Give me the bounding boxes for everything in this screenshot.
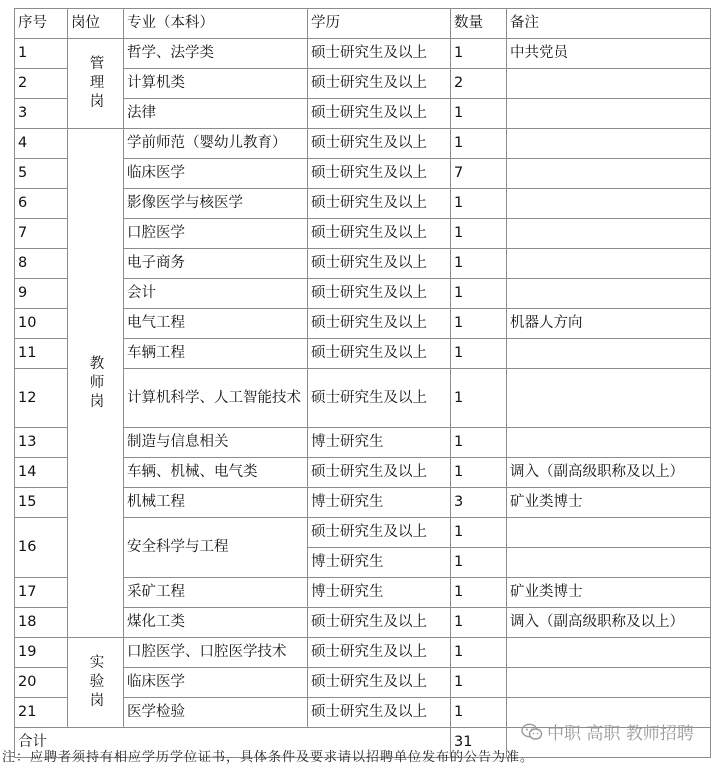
row-count: 1 <box>451 428 507 458</box>
row-count: 1 <box>451 39 507 69</box>
row-major: 计算机类 <box>124 69 308 99</box>
row-count: 1 <box>451 99 507 129</box>
row-no: 6 <box>15 189 68 219</box>
post-char: 验 <box>89 674 105 690</box>
total-count: 31 <box>451 728 507 758</box>
row-education: 硕士研究生及以上 <box>308 698 451 728</box>
row-note <box>507 369 711 428</box>
row-note <box>507 219 711 249</box>
header-major: 专业（本科） <box>124 9 308 39</box>
row-major: 哲学、法学类 <box>124 39 308 69</box>
row-education: 硕士研究生及以上 <box>308 69 451 99</box>
post-char: 管 <box>89 56 105 72</box>
row-note <box>507 159 711 189</box>
row-no: 2 <box>15 69 68 99</box>
post-char: 教 <box>89 355 105 372</box>
row-count: 1 <box>451 279 507 309</box>
header-count: 数量 <box>451 9 507 39</box>
row-major: 学前师范（婴幼儿教育） <box>124 129 308 159</box>
row-major: 安全科学与工程 <box>124 518 308 578</box>
row-count: 1 <box>451 548 507 578</box>
row-count: 1 <box>451 518 507 548</box>
row-education: 硕士研究生及以上 <box>308 189 451 219</box>
row-note <box>507 69 711 99</box>
row-no: 14 <box>15 458 68 488</box>
row-count: 1 <box>451 129 507 159</box>
header-post: 岗位 <box>68 9 124 39</box>
row-no: 8 <box>15 249 68 279</box>
watermark <box>521 719 694 744</box>
row-no: 16 <box>15 518 68 578</box>
row-no: 17 <box>15 578 68 608</box>
row-count: 1 <box>451 638 507 668</box>
row-count: 1 <box>451 219 507 249</box>
row-count: 1 <box>451 578 507 608</box>
row-no: 9 <box>15 279 68 309</box>
row-education: 硕士研究生及以上 <box>308 458 451 488</box>
row-no: 1 <box>15 39 68 69</box>
row-education: 硕士研究生及以上 <box>308 99 451 129</box>
row-note: 矿业类博士 <box>507 488 711 518</box>
watermark-text: 中职 高职 教师招聘 <box>547 724 694 744</box>
post-char: 实 <box>89 655 105 671</box>
row-major: 法律 <box>124 99 308 129</box>
row-no: 10 <box>15 309 68 339</box>
row-note: 矿业类博士 <box>507 578 711 608</box>
post-char: 岗 <box>89 393 105 410</box>
row-note <box>507 668 711 698</box>
row-count: 1 <box>451 608 507 638</box>
row-count: 1 <box>451 668 507 698</box>
row-education: 博士研究生 <box>308 578 451 608</box>
row-major: 车辆、机械、电气类 <box>124 458 308 488</box>
row-major: 计算机科学、人工智能技术 <box>124 369 308 428</box>
row-note <box>507 548 711 578</box>
row-no: 20 <box>15 668 68 698</box>
row-major: 会计 <box>124 279 308 309</box>
table-row <box>15 129 711 159</box>
row-note <box>507 518 711 548</box>
row-major: 电气工程 <box>124 309 308 339</box>
row-education: 硕士研究生及以上 <box>308 309 451 339</box>
row-note <box>507 339 711 369</box>
row-education: 硕士研究生及以上 <box>308 339 451 369</box>
post-char: 岗 <box>89 94 105 110</box>
row-note <box>507 428 711 458</box>
row-no: 5 <box>15 159 68 189</box>
row-no: 12 <box>15 369 68 428</box>
row-education: 硕士研究生及以上 <box>308 39 451 69</box>
row-count: 1 <box>451 189 507 219</box>
row-no: 3 <box>15 99 68 129</box>
bottom-note <box>0 750 714 765</box>
header-no: 序号 <box>15 9 68 39</box>
row-note <box>507 99 711 129</box>
row-major: 口腔医学 <box>124 219 308 249</box>
bottom-note-text: 注：应聘者须持有相应学历学位证书，具体条件及要求请以招聘单位发布的公告为准。 <box>2 750 535 765</box>
total-label: 合计 <box>15 728 451 758</box>
row-no: 19 <box>15 638 68 668</box>
table-row <box>15 39 711 69</box>
row-no: 11 <box>15 339 68 369</box>
row-education: 硕士研究生及以上 <box>308 249 451 279</box>
row-count: 1 <box>451 698 507 728</box>
row-count: 1 <box>451 369 507 428</box>
header-note: 备注 <box>507 9 711 39</box>
post-char: 师 <box>89 374 105 391</box>
row-no: 18 <box>15 608 68 638</box>
row-major: 采矿工程 <box>124 578 308 608</box>
row-major: 影像医学与核医学 <box>124 189 308 219</box>
row-education: 硕士研究生及以上 <box>308 638 451 668</box>
row-note <box>507 249 711 279</box>
row-major: 电子商务 <box>124 249 308 279</box>
row-education: 博士研究生 <box>308 548 451 578</box>
row-major: 临床医学 <box>124 668 308 698</box>
row-count: 1 <box>451 309 507 339</box>
row-education: 硕士研究生及以上 <box>308 369 451 428</box>
post-char: 理 <box>89 75 105 91</box>
row-count: 2 <box>451 69 507 99</box>
row-major: 口腔医学、口腔医学技术 <box>124 638 308 668</box>
row-major: 制造与信息相关 <box>124 428 308 458</box>
row-note: 机器人方向 <box>507 309 711 339</box>
post-char: 岗 <box>89 693 105 709</box>
row-education: 硕士研究生及以上 <box>308 518 451 548</box>
row-no: 13 <box>15 428 68 458</box>
row-major: 临床医学 <box>124 159 308 189</box>
header-education: 学历 <box>308 9 451 39</box>
row-note: 调入（副高级职称及以上） <box>507 458 711 488</box>
table-row <box>15 638 711 668</box>
row-count: 1 <box>451 339 507 369</box>
row-education: 硕士研究生及以上 <box>308 668 451 698</box>
row-education: 博士研究生 <box>308 488 451 518</box>
row-education: 博士研究生 <box>308 428 451 458</box>
row-no: 21 <box>15 698 68 728</box>
row-count: 3 <box>451 488 507 518</box>
row-education: 硕士研究生及以上 <box>308 219 451 249</box>
post-cell-management <box>68 39 124 129</box>
row-note: 调入（副高级职称及以上） <box>507 608 711 638</box>
recruitment-table <box>14 8 711 758</box>
row-education: 硕士研究生及以上 <box>308 608 451 638</box>
table-header-row <box>15 9 711 39</box>
row-major: 煤化工类 <box>124 608 308 638</box>
row-no: 15 <box>15 488 68 518</box>
row-note <box>507 129 711 159</box>
row-education: 硕士研究生及以上 <box>308 129 451 159</box>
row-no: 7 <box>15 219 68 249</box>
row-note <box>507 189 711 219</box>
post-cell-teacher <box>68 129 124 638</box>
row-count: 7 <box>451 159 507 189</box>
row-note <box>507 279 711 309</box>
row-major: 机械工程 <box>124 488 308 518</box>
row-count: 1 <box>451 249 507 279</box>
row-count: 1 <box>451 458 507 488</box>
post-cell-lab <box>68 638 124 728</box>
wechat-icon <box>521 723 543 741</box>
row-major: 车辆工程 <box>124 339 308 369</box>
row-major: 医学检验 <box>124 698 308 728</box>
row-education: 硕士研究生及以上 <box>308 159 451 189</box>
row-no: 4 <box>15 129 68 159</box>
row-note <box>507 638 711 668</box>
row-education: 硕士研究生及以上 <box>308 279 451 309</box>
row-note: 中共党员 <box>507 39 711 69</box>
